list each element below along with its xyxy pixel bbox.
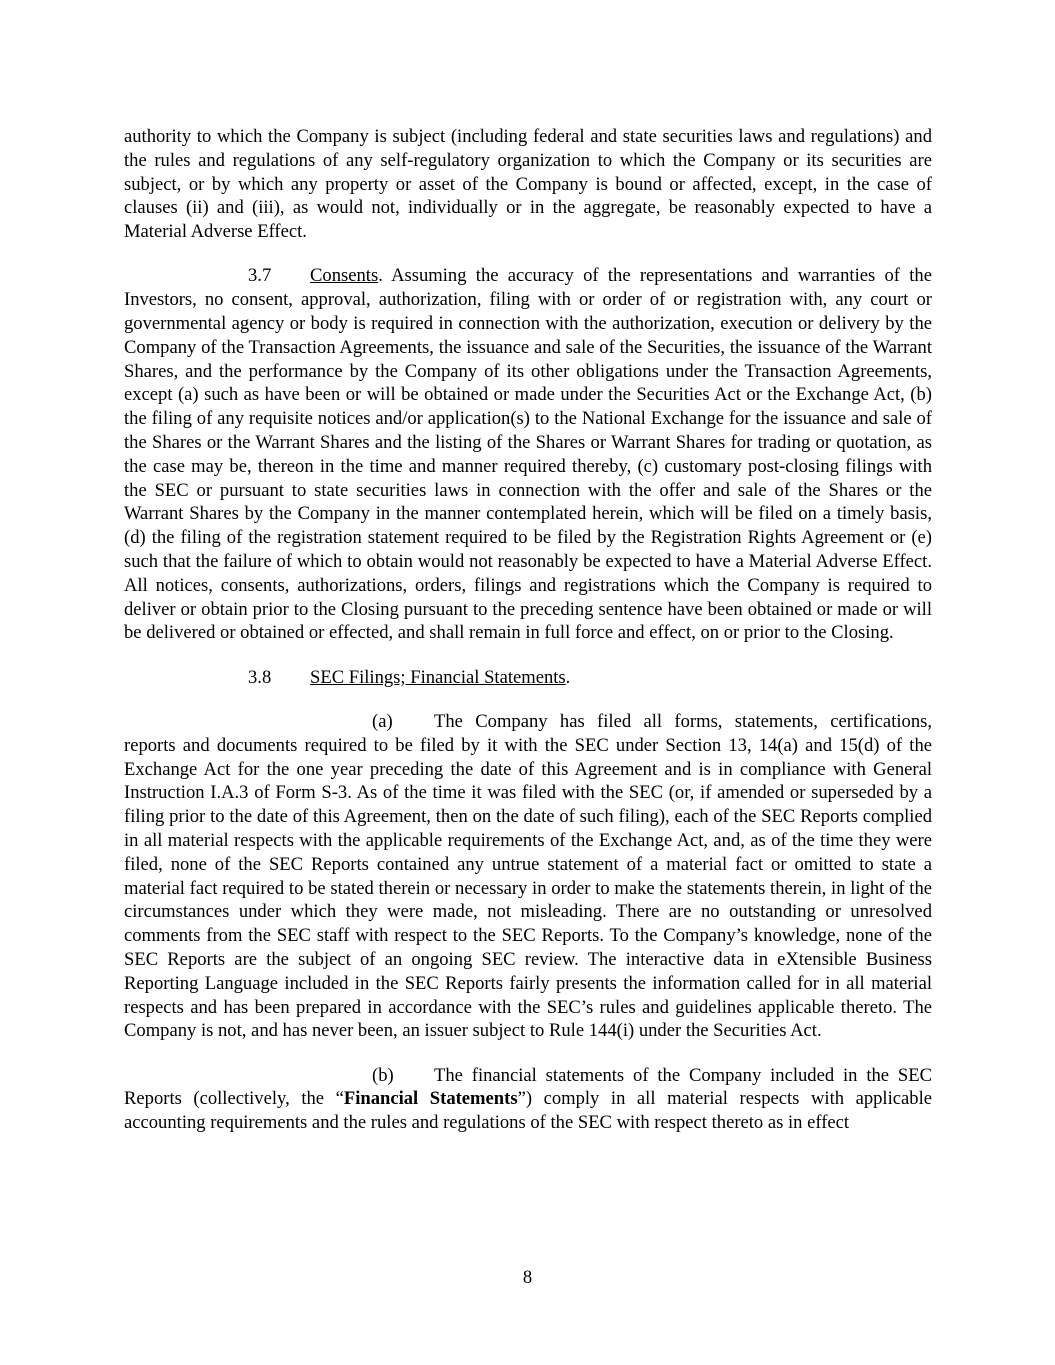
- subsection-body-text-after: ”) comply in all material respects with applicable accounting requirements and the rules and regulations of the SEC with respect thereto as in effect: [124, 1088, 932, 1134]
- subsection-body-text: The Company has filed all forms, statements, certifications, reports and documents required to be filed by it with the SEC under Section 13, 14(a) and 15(d) of the Exchange Act for the one year preceding the date of this Agreement and is in compliance with General Instruction I.A.3 of Form S-3. As of the time it was filed with the SEC (or, if amended or superseded by a filing prior to the date of this Agreement, then on the date of such filing), each of the SEC Reports complied in all material respects with the applicable requirements of the Exchange Act, and, as of the time they were filed, none of the SEC Reports contained any untrue statement of a material fact or omitted to state a material fact required to be stated therein or necessary in order to make the statements therein, in light of the circumstances under which they were made, not misleading. There are no outstanding or unresolved comments from the SEC staff with respect to the SEC Reports. To the Company’s knowledge, none of the SEC Reports are the subject of an ongoing SEC review. The interactive data in eXtensible Business Reporting Language included in the SEC Reports fairly presents the information called for in all material respects and has been prepared in accordance with the SEC’s rules and guidelines applicable thereto. The Company is not, and has never been, an issuer subject to Rule 144(i) under the Securities Act.: [124, 711, 932, 1042]
- section-3-8-heading: [124, 666, 932, 690]
- section-heading: Consents: [310, 265, 379, 287]
- subsection-label: (b): [372, 1064, 394, 1086]
- page-number: 8: [522, 1267, 533, 1288]
- subsection-label: (a): [372, 711, 393, 733]
- paragraph-continuation-text: authority to which the Company is subject (including federal and state securities laws and regulations) and the rules and regulations of any self-regulatory organization to which the Company or its securities are subject, or by which any property or asset of the Company is bound or affected, except, in the case of clauses (ii) and (iii), as would not, individually or in the aggregate, be reasonably expected to have a Material Adverse Effect.: [124, 126, 932, 243]
- section-heading-period: .: [565, 666, 571, 688]
- section-3-7-consents: [124, 264, 932, 645]
- subsection-b: [124, 1064, 932, 1135]
- paragraph-continuation: [124, 125, 932, 244]
- section-number: 3.8: [248, 666, 272, 688]
- subsection-a: [124, 710, 932, 1043]
- subsection-body-text-before: The financial statements of the Company included in the SEC Reports (collectively, the “: [124, 1064, 932, 1110]
- section-body-text: . Assuming the accuracy of the representations and warranties of the Investors, no consent, approval, authorization, filing with or order of or registration with, any court or governmental agency or body is required in connection with the authorization, execution or delivery by the Company of the Transaction Agreements, the issuance and sale of the Securities, the issuance of the Warrant Shares, and the performance by the Company of its other obligations under the Transaction Agreements, except (a) such as have been or will be obtained or made under the Securities Act or the Exchange Act, (b) the filing of any requisite notices and/or application(s) to the National Exchange for the issuance and sale of the Shares or the Warrant Shares and the listing of the Shares or Warrant Shares for trading or quotation, as the case may be, thereon in the time and manner required thereby, (c) customary post-closing filings with the SEC or pursuant to state securities laws in connection with the offer and sale of the Shares or the Warrant Shares by the Company in the manner contemplated herein, which will be filed on a timely basis, (d) the filing of the registration statement required to be filed by the Registration Rights Agreement or (e) such that the failure of which to obtain would not reasonably be expected to have a Material Adverse Effect. All notices, consents, authorizations, orders, filings and registrations which the Company is required to deliver or obtain prior to the Closing pursuant to the preceding sentence have been obtained or made or will be delivered or obtained or effected, and shall remain in full force and effect, on or prior to the Closing.: [124, 265, 932, 644]
- section-number: 3.7: [248, 265, 272, 287]
- section-heading: SEC Filings; Financial Statements: [310, 666, 566, 688]
- document-page: [124, 125, 932, 1156]
- defined-term: Financial Statements: [343, 1088, 518, 1110]
